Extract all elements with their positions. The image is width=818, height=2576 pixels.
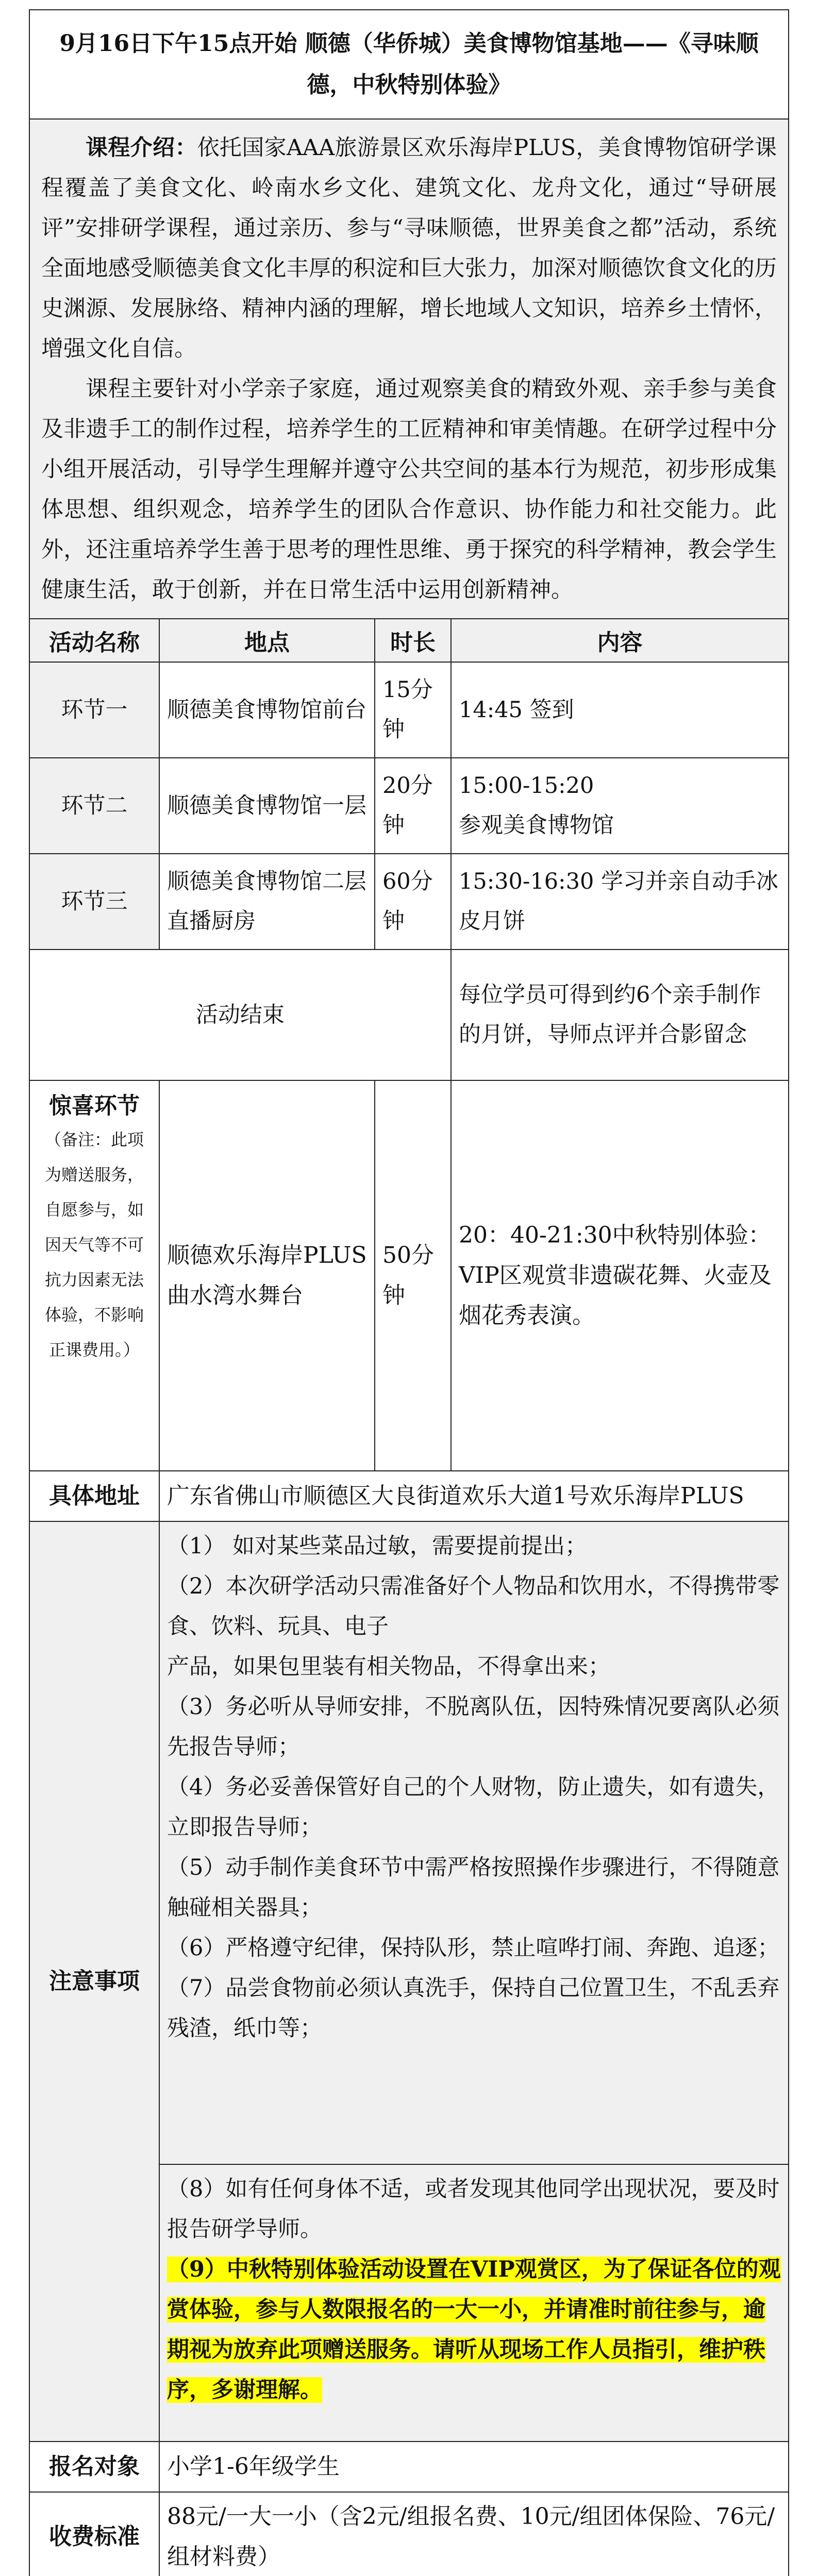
note-item: （5）动手制作美食环节中需严格按照操作步骤进行，不得随意触碰相关器具； <box>167 1855 780 1921</box>
schedule-header-row <box>29 619 789 662</box>
intro-label: 课程介绍： <box>86 135 197 161</box>
notes-row <box>29 1521 789 2164</box>
header-place: 地点 <box>159 619 375 662</box>
note-item: （8）如有任何身体不适，或者发现其他同学出现状况，要及时报告研学导师。 <box>167 2176 780 2242</box>
course-intro <box>29 119 789 619</box>
header-activity-name: 活动名称 <box>29 619 159 662</box>
activity-name: 环节二 <box>29 758 159 854</box>
title-row <box>29 10 789 119</box>
surprise-title: 惊喜环节 <box>49 1093 140 1119</box>
intro-paragraph-2: 课程主要针对小学亲子家庭，通过观察美食的精致外观、亲手参与美食及非遗手工的制作过程，培养学生的工匠精神和审美情趣。在研学过程中分小组开展活动，引导学生理解并遵守公共空间的基本行为规范，初步形成集体思想、组织观念，培养学生的团队合作意识、协作能力和社交能力。此外，还注重培养学生善于思考的理性思维、勇于探究的科学精神，教会学生健康生活，敢于创新，并在日常生活中运用创新精神。 <box>41 376 777 603</box>
activity-place: 顺德美食博物馆前台 <box>159 662 375 758</box>
target-row <box>29 2442 789 2492</box>
activity-content: 14:45 签到 <box>451 662 789 758</box>
activity-content: 15:00-15:20 参观美食博物馆 <box>451 758 789 854</box>
schedule-row-1 <box>29 662 789 758</box>
activity-place: 顺德美食博物馆一层 <box>159 758 375 854</box>
document-page <box>29 9 788 2576</box>
document-title: 9月16日下午15点开始 顺德（华侨城）美食博物馆基地——《寻味顺德，中秋特别体验》 <box>29 10 789 119</box>
intro-row <box>29 119 789 619</box>
target-label: 报名对象 <box>29 2442 159 2492</box>
surprise-place: 顺德欢乐海岸PLUS曲水湾水舞台 <box>159 1080 375 1471</box>
fee-label: 收费标准 <box>29 2492 159 2576</box>
activity-end-content: 每位学员可得到约6个亲手制作的月饼，导师点评并合影留念 <box>451 950 789 1080</box>
note-item: （6）严格遵守纪律，保持队形，禁止喧哗打闹、奔跑、追逐； <box>167 1935 780 1961</box>
note-item: （7）品尝食物前必须认真洗手，保持自己位置卫生，不乱丢弃残渣，纸巾等； <box>167 1975 780 2041</box>
highlighted-note: （9）中秋特别体验活动设置在VIP观赏区，为了保证各位的观赏体验，参与人数限报名的一大一小，并请准时前往参与，逾期视为放弃此项赠送服务。请听从现场工作人员指引，维护秩序，多谢理解。 <box>167 2257 781 2403</box>
notes-list-continued <box>159 2164 789 2442</box>
notes-list <box>159 1521 789 2164</box>
activity-name: 环节三 <box>29 854 159 950</box>
address-label: 具体地址 <box>29 1471 159 1521</box>
activity-end-row <box>29 950 789 1080</box>
surprise-label-cell <box>29 1080 159 1471</box>
activity-duration: 20分钟 <box>375 758 451 854</box>
fee-value: 88元/一大一小（含2元/组报名费、10元/组团体保险、76元/组材料费） <box>159 2492 789 2576</box>
notes-label: 注意事项 <box>29 1521 159 2442</box>
intro-paragraph-1 <box>41 128 777 369</box>
note-item: （4）务必妥善保管好自己的个人财物，防止遗失，如有遗失，立即报告导师； <box>167 1774 780 1840</box>
activity-name: 环节一 <box>29 662 159 758</box>
surprise-content: 20：40-21:30中秋特别体验：VIP区观赏非遗碳花舞、火壶及烟花秀表演。 <box>451 1080 789 1471</box>
surprise-row <box>29 1080 789 1471</box>
note-item: （1） 如对某些菜品过敏，需要提前提出； <box>167 1533 588 1559</box>
header-content: 内容 <box>451 619 789 662</box>
fee-row <box>29 2492 789 2576</box>
activity-duration: 60分钟 <box>375 854 451 950</box>
header-duration: 时长 <box>375 619 451 662</box>
activity-content: 15:30-16:30 学习并亲自动手冰皮月饼 <box>451 854 789 950</box>
activity-end-label: 活动结束 <box>29 950 451 1080</box>
note-item-highlight <box>167 2249 781 2410</box>
surprise-note: （备注：此项为赠送服务，自愿参与，如因天气等不可抗力因素无法体验，不影响正课费用。） <box>44 1130 144 1360</box>
activity-duration: 15分钟 <box>375 662 451 758</box>
address-row <box>29 1471 789 1521</box>
note-item: 产品，如果包里装有相关物品，不得拿出来； <box>167 1654 610 1680</box>
surprise-duration: 50分钟 <box>375 1080 451 1471</box>
schedule-row-2 <box>29 758 789 854</box>
note-item: （3）务必听从导师安排，不脱离队伍，因特殊情况要离队必须先报告导师； <box>167 1694 780 1760</box>
target-value: 小学1-6年级学生 <box>159 2442 789 2492</box>
note-item: （2）本次研学活动只需准备好个人物品和饮用水，不得携带零食、饮料、玩具、电子 <box>167 1573 780 1639</box>
course-table <box>29 9 789 2576</box>
activity-place: 顺德美食博物馆二层直播厨房 <box>159 854 375 950</box>
intro-text-1: 依托国家AAA旅游景区欢乐海岸PLUS，美食博物馆研学课程覆盖了美食文化、岭南水乡文化、建筑文化、龙舟文化，通过“导研展评”安排研学课程，通过亲历、参与“寻味顺德，世界美食之都”活动，系统全面地感受顺德美食文化丰厚的积淀和巨大张力，加深对顺德饮食文化的历史渊源、发展脉络、精神内涵的理解，增长地域人文知识，培养乡土情怀，增强文化自信。 <box>41 135 777 362</box>
schedule-row-3 <box>29 854 789 950</box>
address-value: 广东省佛山市顺德区大良街道欢乐大道1号欢乐海岸PLUS <box>159 1471 789 1521</box>
